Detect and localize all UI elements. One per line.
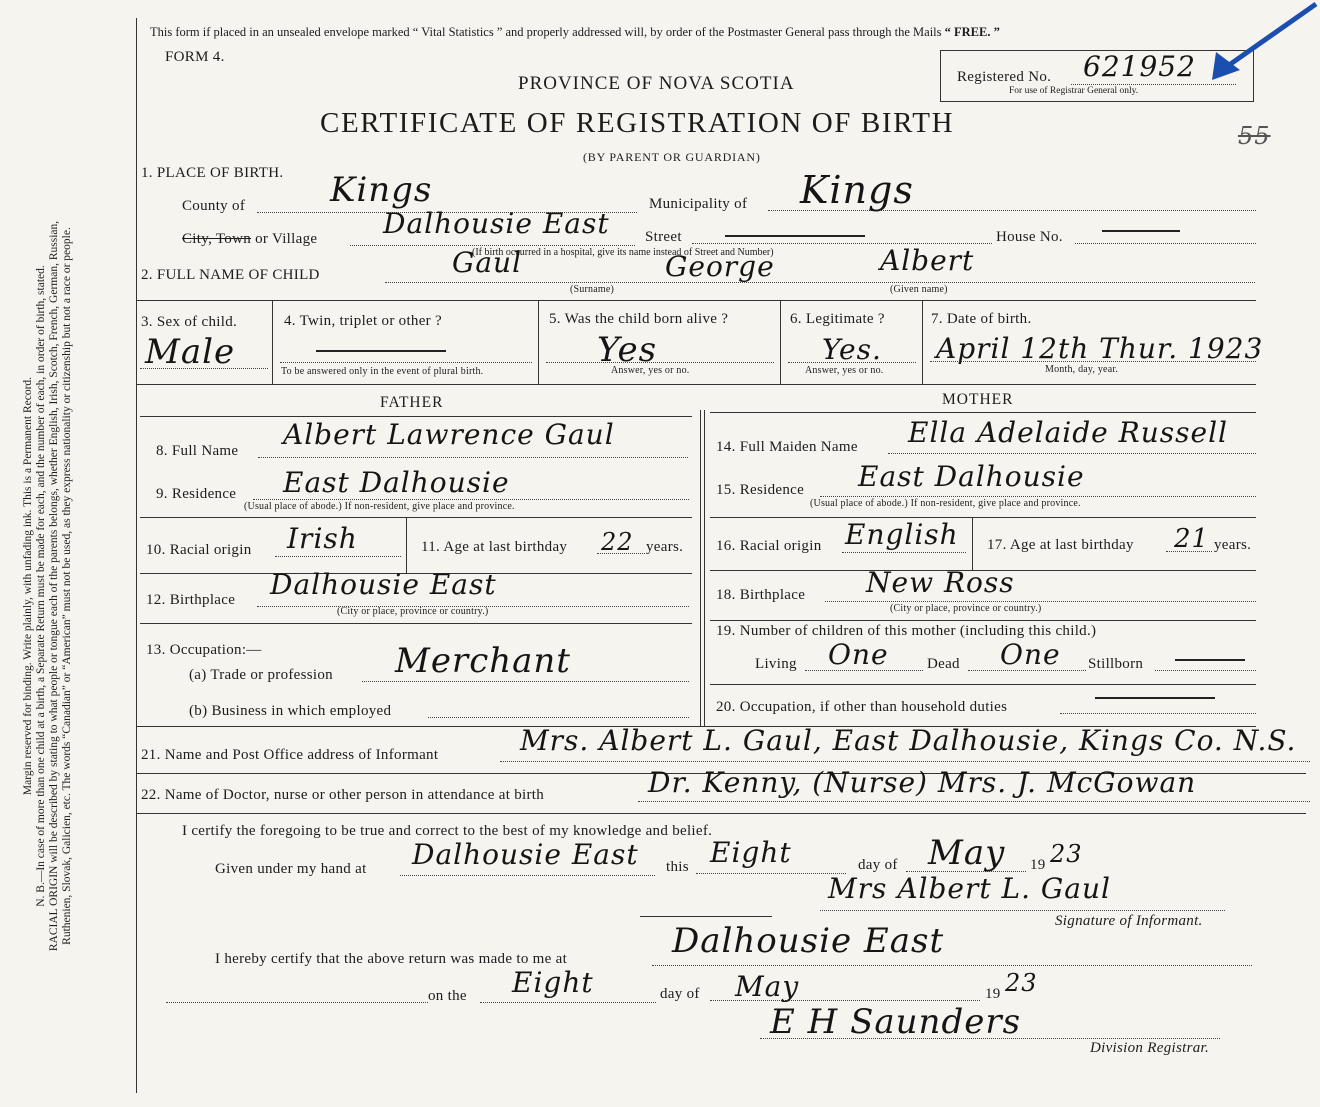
- registrar-dayof-label: day of: [660, 986, 700, 1002]
- registrar-day-value: Eight: [512, 966, 594, 999]
- trade-label: (a) Trade or profession: [189, 667, 333, 683]
- surname-note: (Surname): [570, 284, 615, 295]
- sex-label: 3. Sex of child.: [141, 314, 238, 330]
- alive-value: Yes: [597, 330, 658, 370]
- informant-label: 21. Name and Post Office address of Informant: [141, 747, 439, 763]
- mother-name-label: 14. Full Maiden Name: [716, 439, 858, 455]
- child-surname: Gaul: [452, 246, 523, 279]
- side-note-3: RACIAL ORIGIN will be described by stating to what people or tongue each of the parents belongs, whether English, Irish, Scotch, French, German, Russian,: [48, 220, 60, 952]
- mother-years: years.: [1214, 537, 1252, 553]
- mother-age-value: 21: [1174, 524, 1210, 554]
- doctor-label: 22. Name of Doctor, nurse or other person in attendance at birth: [141, 787, 545, 803]
- village-value: Dalhousie East: [383, 207, 610, 240]
- given-place-value: Dalhousie East: [412, 838, 639, 871]
- mother-birthplace-note: (City or place, province or country.): [890, 603, 1042, 614]
- mother-residence-label: 15. Residence: [716, 482, 805, 498]
- city-town-label: City, Town: [182, 231, 252, 247]
- village-label: [182, 231, 317, 248]
- mother-race-label: 16. Racial origin: [716, 538, 822, 554]
- dead-label: Dead: [927, 656, 960, 672]
- father-residence-label: 9. Residence: [156, 486, 237, 502]
- father-residence-note: (Usual place of abode.) If non-resident, give place and province.: [244, 501, 515, 512]
- house-label: House No.: [996, 229, 1063, 245]
- county-label: County of: [182, 198, 246, 214]
- mother-heading: MOTHER: [942, 391, 1014, 408]
- business-label: (b) Business in which employed: [189, 703, 392, 719]
- informant-value: Mrs. Albert L. Gaul, East Dalhousie, Kings Co. N.S.: [520, 724, 1297, 757]
- living-value: One: [828, 638, 889, 671]
- stillborn-dash: [1175, 659, 1245, 661]
- legitimate-value: Yes.: [822, 333, 882, 366]
- side-note-4: Ruthenien, Slovak, Galicien, etc. The words “Canadian” or “American” must not be used, as they express nationality or citizenship but not a race or people.: [61, 227, 73, 945]
- father-age-label: 11. Age at last birthday: [421, 539, 568, 555]
- dayof-label: day of: [858, 857, 898, 873]
- cert-year-value: 23: [1050, 840, 1083, 868]
- street-dash: [725, 235, 865, 237]
- living-label: Living: [755, 656, 797, 672]
- mother-residence-value: East Dalhousie: [858, 460, 1085, 493]
- trade-value: Merchant: [395, 641, 571, 681]
- father-occupation-label: 13. Occupation:—: [146, 642, 262, 658]
- side-note-1: Margin reserved for binding. Write plainly, with unfading ink. This is a Permanent Record.: [22, 376, 34, 796]
- twin-label: 4. Twin, triplet or other ?: [284, 313, 442, 329]
- legitimate-note: Answer, yes or no.: [805, 365, 884, 376]
- child-given-name: George: [665, 250, 775, 283]
- father-race-value: Irish: [287, 522, 358, 555]
- or-village-label: or Village: [255, 231, 318, 247]
- father-birthplace-note: (City or place, province or country.): [337, 606, 489, 617]
- place-label: 1. PLACE OF BIRTH.: [141, 165, 284, 181]
- mother-birthplace-value: New Ross: [866, 566, 1015, 599]
- alive-label: 5. Was the child born alive ?: [549, 311, 729, 327]
- father-residence-value: East Dalhousie: [283, 466, 510, 499]
- registered-number: 621952: [1083, 50, 1196, 83]
- mail-notice: This form if placed in an unsealed envelope marked “ Vital Statistics ” and properly addressed will, by order of the Postmaster General pass through the Mails “ FREE. ”: [150, 25, 1000, 39]
- margin-note: 55: [1238, 122, 1271, 150]
- mother-age-label: 17. Age at last birthday: [987, 537, 1134, 553]
- sex-value: Male: [145, 332, 236, 372]
- certify-statement: I certify the foregoing to be true and correct to the best of my knowledge and belief.: [182, 823, 713, 839]
- twin-dash: [316, 350, 446, 352]
- street-label: Street: [645, 229, 682, 245]
- registrar-note: For use of Registrar General only.: [1009, 86, 1139, 96]
- province-title: PROVINCE OF NOVA SCOTIA: [518, 73, 795, 94]
- onthe-label: on the: [428, 988, 467, 1004]
- street-note: (If birth occurred in a hospital, give its name instead of Street and Number): [472, 247, 774, 258]
- side-notes: [22, 86, 74, 1086]
- form-number: FORM 4.: [165, 49, 225, 65]
- father-race-label: 10. Racial origin: [146, 542, 252, 558]
- registrar-signature: E H Saunders: [770, 1002, 1022, 1042]
- father-birthplace-label: 12. Birthplace: [146, 592, 236, 608]
- father-heading: FATHER: [380, 394, 444, 411]
- informant-signature: Mrs Albert L. Gaul: [828, 872, 1111, 905]
- side-note-2: N. B.—In case of more than one child at a birth, a Separate Return must be made for each, and the number of each, in order of birth, stated.: [35, 265, 47, 907]
- twin-note: To be answered only in the event of plural birth.: [281, 366, 484, 377]
- cert-month-value: May: [928, 833, 1006, 873]
- registrar-year-value: 23: [1005, 969, 1038, 997]
- stillborn-label: Stillborn: [1088, 656, 1144, 672]
- legitimate-label: 6. Legitimate ?: [790, 311, 885, 327]
- mother-occupation-dash: [1095, 697, 1215, 699]
- given-name-note: (Given name): [890, 284, 948, 295]
- child-name-label: 2. FULL NAME OF CHILD: [141, 267, 320, 283]
- father-age-value: 22: [601, 528, 634, 556]
- mother-birthplace-label: 18. Birthplace: [716, 587, 806, 603]
- free-label: “ FREE. ”: [944, 25, 1000, 39]
- county-value: Kings: [330, 170, 433, 210]
- cert-year-prefix: 19: [1030, 857, 1046, 873]
- date-note: Month, day, year.: [1045, 364, 1119, 375]
- children-count-label: 19. Number of children of this mother (including this child.): [716, 623, 1097, 639]
- subtitle: (BY PARENT OR GUARDIAN): [583, 150, 761, 164]
- registrar-place-value: Dalhousie East: [672, 921, 945, 961]
- house-dash: [1102, 230, 1180, 232]
- dead-value: One: [1000, 638, 1061, 671]
- municipality-value: Kings: [800, 168, 914, 212]
- informant-signature-label: Signature of Informant.: [1055, 913, 1203, 929]
- mother-name-value: Ella Adelaide Russell: [908, 416, 1228, 449]
- registered-label: Registered No.: [957, 69, 1052, 85]
- child-given-name-2: Albert: [880, 244, 975, 277]
- given-label: Given under my hand at: [215, 861, 367, 877]
- father-years: years.: [646, 539, 684, 555]
- registrar-month-value: May: [735, 970, 800, 1003]
- registrar-signature-label: Division Registrar.: [1090, 1040, 1210, 1056]
- page-title: CERTIFICATE OF REGISTRATION OF BIRTH: [320, 107, 955, 139]
- date-label: 7. Date of birth.: [931, 311, 1032, 327]
- registrar-statement: I hereby certify that the above return was made to me at: [215, 951, 568, 967]
- alive-note: Answer, yes or no.: [611, 365, 690, 376]
- arrow-icon: [1200, 0, 1320, 90]
- this-label: this: [666, 859, 689, 875]
- date-value: April 12th Thur. 1923: [936, 332, 1264, 365]
- doctor-value: Dr. Kenny, (Nurse) Mrs. J. McGowan: [648, 766, 1197, 799]
- cert-day-value: Eight: [710, 836, 792, 869]
- municipality-label: Municipality of: [649, 196, 748, 212]
- mother-race-value: English: [845, 518, 959, 551]
- father-name-label: 8. Full Name: [156, 443, 239, 459]
- form-border-left: [136, 18, 137, 1093]
- registrar-year-prefix: 19: [985, 986, 1001, 1002]
- father-birthplace-value: Dalhousie East: [270, 568, 497, 601]
- mother-residence-note: (Usual place of abode.) If non-resident, give place and province.: [810, 498, 1081, 509]
- mother-occupation-label: 20. Occupation, if other than household duties: [716, 699, 1008, 715]
- father-name-value: Albert Lawrence Gaul: [283, 418, 615, 451]
